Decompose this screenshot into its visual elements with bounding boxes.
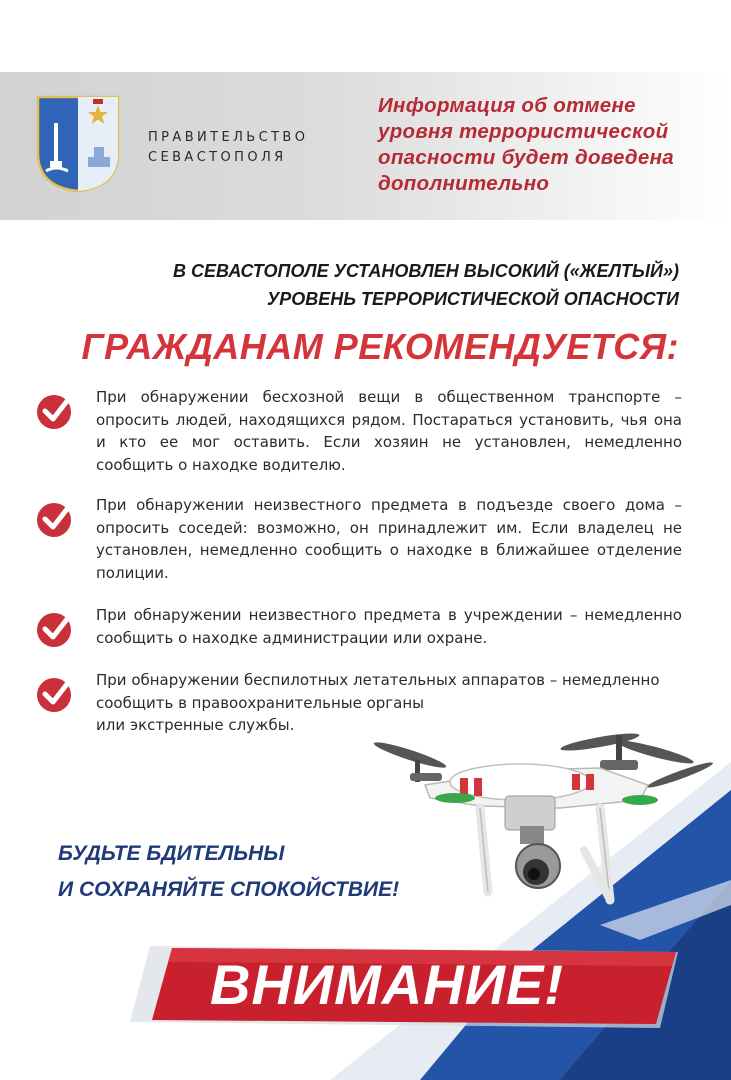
- headline-line1: В СЕВАСТОПОЛЕ УСТАНОВЛЕН ВЫСОКИЙ («ЖЕЛТЫЙ»): [173, 261, 679, 281]
- vigilance-line2: И СОХРАНЯЙТЕ СПОКОЙСТВИЕ!: [58, 878, 400, 901]
- attention-banner-text: ВНИМАНИЕ!: [210, 953, 564, 1016]
- item-text: При обнаружении неизвестного предмета в подъезде своего дома – опросить соседей: возможно, он принадлежит им. Если владелец не установлен, немедленно сообщить о находке в ближайшее отделение полиции.: [96, 496, 682, 582]
- org-name-line2: СЕВАСТОПОЛЯ: [148, 150, 287, 165]
- item-text-line1: При обнаружении беспилотных летательных аппаратов – немедленно: [96, 671, 660, 689]
- item-text-line3: или экстренные службы.: [96, 716, 295, 734]
- org-name-line1: ПРАВИТЕЛЬСТВО: [148, 130, 309, 145]
- item-text: При обнаружении неизвестного предмета в учреждении – немедленно сообщить о находке администрации или охране.: [96, 606, 682, 647]
- item-text: При обнаружении бесхозной вещи в общественном транспорте – опросить людей, находящихся рядом. Постараться установить, чья она и кто ее мог оставить. Если хозяин не установлен, немедленно сообщить о находке водителю.: [96, 388, 682, 474]
- cancellation-notice: Информация об отмене уровня террористической опасности будет доведена дополнительно: [378, 94, 674, 195]
- item-text-line2: сообщить в правоохранительные органы: [96, 693, 425, 712]
- vigilance-line1: БУДЬТЕ БДИТЕЛЬНЫ: [58, 842, 285, 865]
- recommendation-title: ГРАЖДАНАМ РЕКОМЕНДУЕТСЯ:: [81, 326, 679, 367]
- headline-line2: УРОВЕНЬ ТЕРРОРИСТИЧЕСКОЙ ОПАСНОСТИ: [267, 289, 679, 309]
- vigilance-message: [58, 836, 399, 908]
